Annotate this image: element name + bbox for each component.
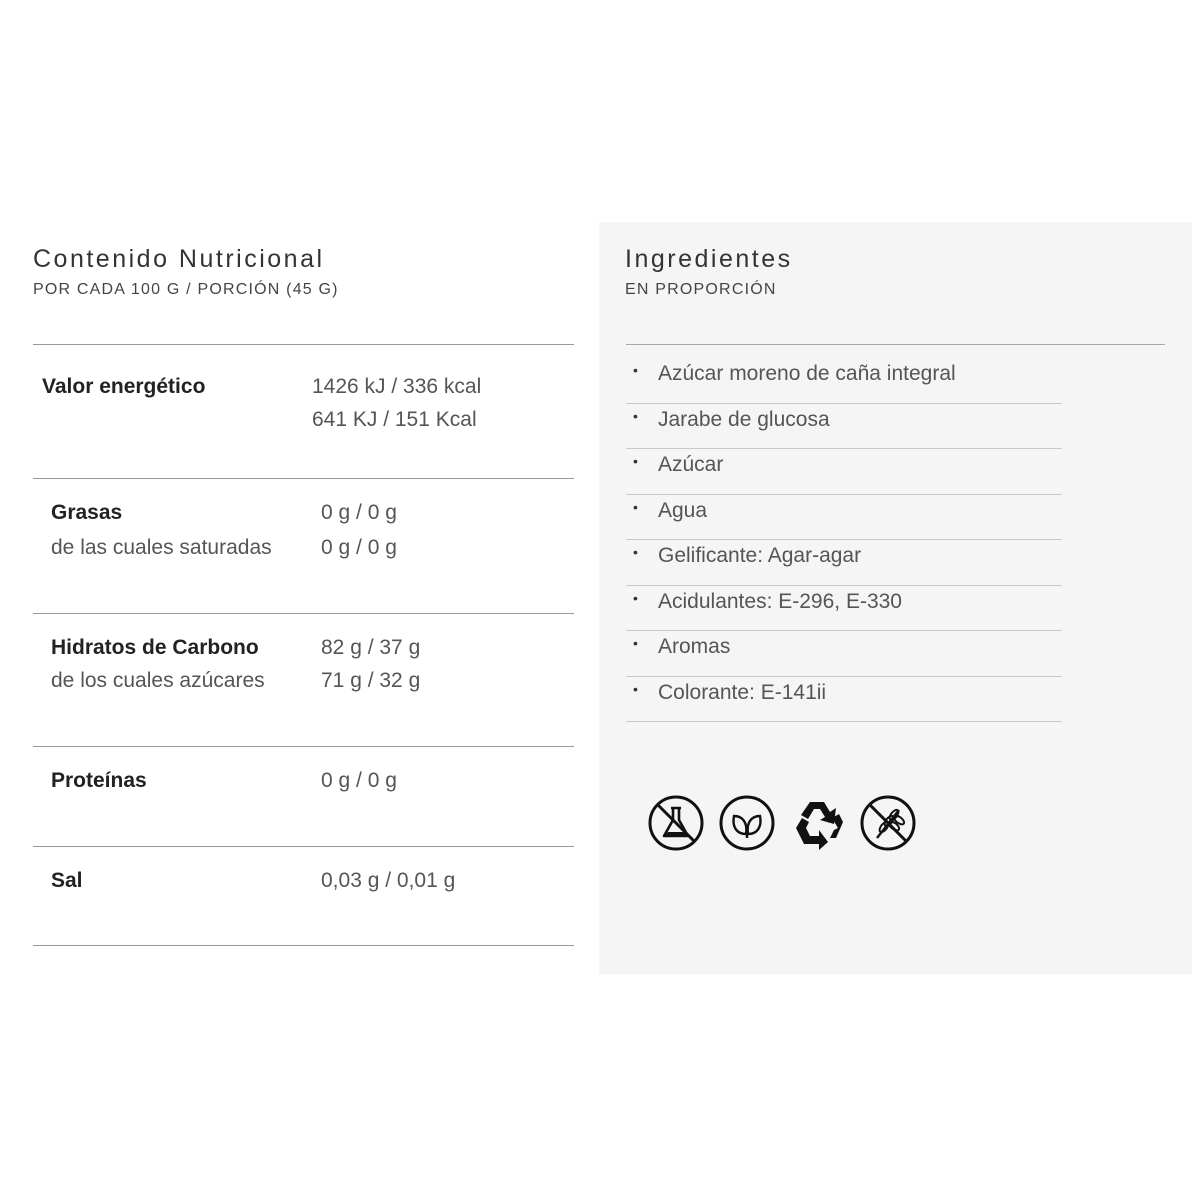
nutrition-sublabel: de los cuales azúcares [51,669,265,692]
nutrition-sublabel: de las cuales saturadas [51,536,272,559]
nutrition-value: 71 g / 32 g [321,669,421,692]
badge-icons [647,794,927,856]
ingredient-text: Azúcar moreno de caña integral [658,362,956,385]
nutrition-label: Grasas [51,501,123,524]
ingredients-list [626,358,1062,722]
nutrition-subtitle: POR CADA 100 G / PORCIÓN (45 G) [33,281,339,298]
ingredients-header [625,240,793,302]
ingredient-text: Agua [658,498,708,522]
list-item [626,677,1062,723]
nutrition-row-proteins [33,746,574,846]
nutrition-label: Hidratos de Carbono [51,636,259,659]
nutrition-label: Sal [51,869,83,892]
nutrition-label: Valor energético [42,375,206,398]
nutrition-title: Contenido Nutricional [33,245,325,273]
list-item [626,449,1062,495]
nutrition-table [33,344,574,946]
nutrition-value: 0,03 g / 0,01 g [321,869,456,892]
vegan-leaf-icon [718,794,776,852]
list-item [626,631,1062,677]
ingredients-section [599,222,1192,974]
nutrition-value: 1426 kJ / 336 kcal [312,375,482,398]
list-item [626,495,1062,541]
bullet-icon: • [633,589,638,606]
list-item [626,358,1062,404]
nutrition-value: 0 g / 0 g [321,769,397,792]
ingredient-text: Jarabe de glucosa [658,407,830,431]
nutrition-value: 0 g / 0 g [321,536,397,559]
nutrition-row-salt [33,846,574,946]
list-item [626,586,1062,632]
nutrition-value: 641 KJ / 151 Kcal [312,408,477,431]
nutrition-row-carbs [33,613,574,746]
ingredient-text: Aromas [658,635,731,658]
bullet-icon: • [633,544,638,560]
nutrition-value: 82 g / 37 g [321,636,421,659]
nutrition-section [33,240,574,892]
nutrition-row-fats [33,478,574,613]
bullet-icon: • [633,680,638,697]
ingredient-text: Azúcar [658,453,724,476]
nutrition-label: Proteínas [51,769,147,792]
no-chemicals-icon [647,794,705,852]
bullet-icon: • [633,407,638,424]
gluten-free-icon [859,794,917,852]
bullet-icon: • [633,362,638,378]
bullet-icon: • [633,453,638,469]
ingredients-title: Ingredientes [625,245,793,273]
ingredient-text: Colorante: E-141ii [658,680,827,704]
list-item [626,540,1062,586]
bullet-icon: • [633,498,638,515]
nutrition-value: 0 g / 0 g [321,501,397,524]
nutrition-row-energy [33,344,574,478]
list-item [626,404,1062,450]
ingredients-divider [626,344,1165,345]
ingredient-text: Acidulantes: E-296, E-330 [658,589,902,613]
bullet-icon: • [633,635,638,651]
ingredients-subtitle: EN PROPORCIÓN [625,281,777,298]
ingredient-text: Gelificante: Agar-agar [658,544,862,567]
recycle-icon [788,794,846,852]
